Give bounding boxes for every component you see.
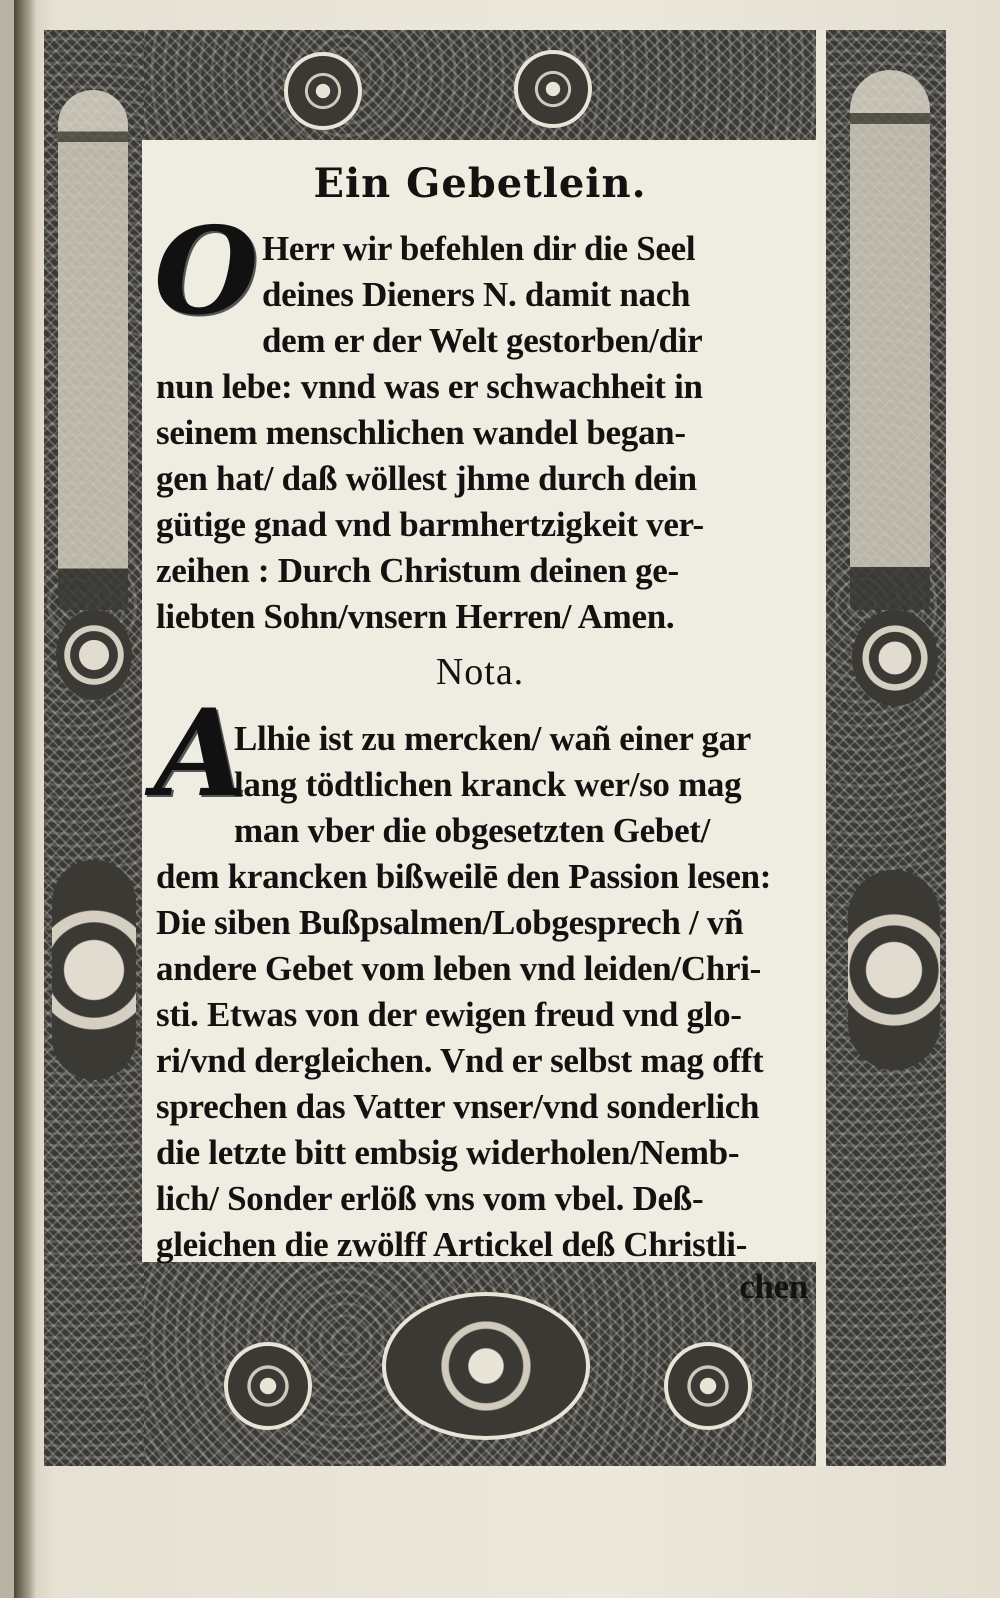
top-rosette <box>284 52 362 130</box>
right-urn-ornament <box>852 610 938 706</box>
note-line: ri/vnd dergleichen. Vnd er selbst mag offt <box>156 1041 764 1080</box>
prayer-line: Herr wir befehlen dir die Seel <box>262 229 696 268</box>
note-line: dem krancken bißweilē den Passion lesen: <box>156 857 772 896</box>
left-wheel-ornament <box>52 860 136 1080</box>
note-line: andere Gebet vom leben vnd leiden/Chri- <box>156 949 762 988</box>
bottom-center-medallion <box>382 1292 590 1440</box>
prayer-line: nun lebe: vnnd was er schwachheit in <box>156 367 703 406</box>
top-border-ornament <box>144 30 816 140</box>
prayer-line: liebten Sohn/vnsern Herren/ Amen. <box>156 597 675 636</box>
left-urn-ornament <box>56 610 132 700</box>
note-line: gleichen die zwölff Artickel deß Christli- <box>156 1225 748 1264</box>
gutter-shadow <box>14 0 36 1598</box>
note-line: Llhie ist zu mercken/ wañ einer gar <box>234 719 752 758</box>
right-wheel-ornament <box>848 870 940 1070</box>
prayer-line: zeihen : Durch Christum deinen ge- <box>156 551 679 590</box>
note-line: sprechen das Vatter vnser/vnd sonderlich <box>156 1087 760 1126</box>
note-line: man vber die obgesetzten Gebet/ <box>234 811 711 850</box>
note-line: lich/ Sonder erlöß vns vom vbel. Deß- <box>156 1179 704 1218</box>
prayer-line: deines Dieners N. damit nach <box>262 275 691 314</box>
section-heading: Nota. <box>435 651 525 693</box>
bottom-right-rosette <box>664 1342 752 1430</box>
bottom-left-rosette <box>224 1342 312 1430</box>
right-standing-figure <box>850 70 930 610</box>
prayer-line: gütige gnad vnd barmhertzigkeit ver- <box>156 505 704 544</box>
note-line: Die siben Bußpsalmen/Lobgesprech / vñ <box>156 903 744 942</box>
catchword: chen <box>739 1267 808 1306</box>
note-line: sti. Etwas von der ewigen freud vnd glo- <box>156 995 742 1034</box>
prayer-line: dem er der Welt gestorben/dir <box>262 321 703 360</box>
note-line: lang tödtlichen kranck wer/so mag <box>234 765 742 804</box>
prayer-line: gen hat/ daß wöllest jhme durch dein <box>156 459 697 498</box>
text-block <box>142 140 818 1306</box>
prayer-drop-initial: O <box>154 201 259 342</box>
note-drop-initial: A <box>154 683 248 824</box>
prayer-line: seinem menschlichen wandel began- <box>156 413 686 452</box>
top-rosette <box>514 50 592 128</box>
page-title: Ein Gebetlein. <box>313 160 647 207</box>
left-standing-figure <box>58 90 128 610</box>
note-line: die letzte bitt embsig widerholen/Nemb- <box>156 1133 740 1172</box>
